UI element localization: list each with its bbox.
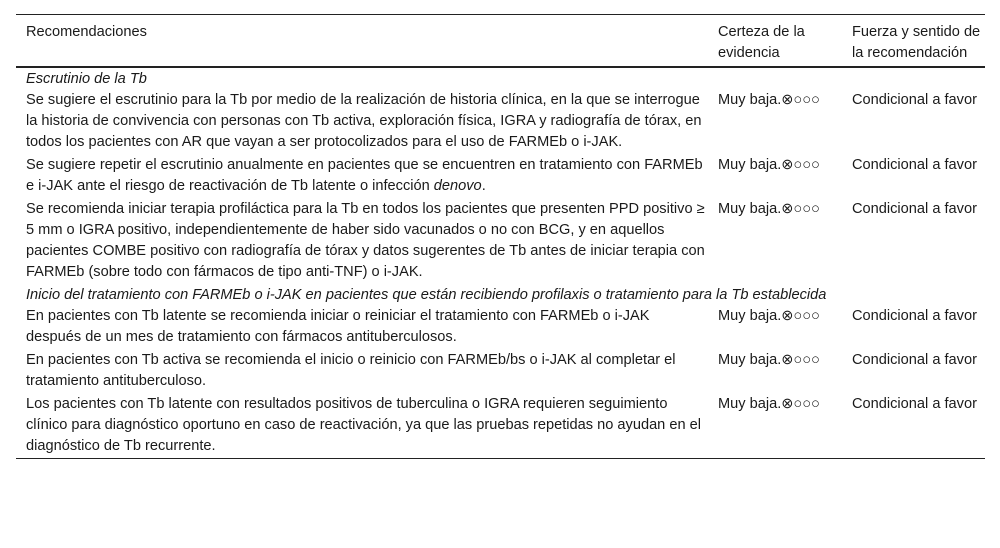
table-row [16,154,985,198]
header-recommendations: Recomendaciones [26,24,147,40]
certainty-value: Muy baja.⊗○○○ [718,201,820,217]
certainty-value: Muy baja.⊗○○○ [718,308,820,324]
strength-value: Condicional a favor [852,201,977,217]
recommendation-text: Los pacientes con Tb latente con resultados positivos de tuberculina o IGRA requieren seguimiento clínico para diagnóstico oportuno en caso de reactivación, ya que las pruebas repetidas no ayudan en el diagnóstico de Tb recurrente. [26,396,702,454]
recommendation-text: En pacientes con Tb latente se recomienda iniciar o reiniciar el tratamiento con FARMEb o i-JAK después de un mes de tratamiento con fármacos antituberculosos. [26,308,650,345]
table-row [16,306,985,349]
section-title: Inicio del tratamiento con FARMEb o i-JAK en pacientes que están recibiendo profilaxis o tratamiento para la Tb establecida [26,287,827,303]
recommendations-table [16,14,985,459]
header-strength: Fuerza y sentido de la recomendación [852,24,981,61]
table-row [16,198,985,284]
certainty-value: Muy baja.⊗○○○ [718,352,820,368]
recommendation-text-part: Se sugiere repetir el escrutinio anualmente en pacientes que se encuentren en tratamiento con FARMEb e i-JAK ante el riesgo de reactivación de Tb latente o infección [26,157,703,194]
table-header [16,15,985,68]
header-certainty: Certeza de la evidencia [718,24,805,61]
certainty-value: Muy baja.⊗○○○ [718,396,820,412]
strength-value: Condicional a favor [852,352,977,368]
table-row [16,90,985,154]
table-row [16,393,985,458]
strength-value: Condicional a favor [852,308,977,324]
section-title: Escrutinio de la Tb [26,71,147,87]
recommendation-text [16,155,718,197]
certainty-value: Muy baja.⊗○○○ [718,157,820,173]
certainty-value: Muy baja.⊗○○○ [718,92,820,108]
strength-value: Condicional a favor [852,396,977,412]
strength-value: Condicional a favor [852,92,977,108]
recommendation-text: Se recomienda iniciar terapia profiláctica para la Tb en todos los pacientes que presenten PPD positivo ≥ 5 mm o IGRA positivo, independientemente de haber sido vacunados o no con BCG, y en aquellos pacientes COMBE positivo con radiografía de tórax y datos sugerentes de Tb antes de iniciar terapia con FARMEb (sobre todo con fármacos de tipo anti-TNF) o i-JAK. [26,201,705,280]
recommendation-text-italic: denovo [433,178,482,194]
recommendation-text: En pacientes con Tb activa se recomienda el inicio o reinicio con FARMEb/bs o i-JAK al completar el tratamiento antituberculoso. [26,352,676,389]
strength-value: Condicional a favor [852,157,977,173]
table-row [16,349,985,393]
recommendation-text: Se sugiere el escrutinio para la Tb por medio de la realización de historia clínica, en la que se interrogue la historia de convivencia con personas con Tb activa, exploración física, IGRA y radiografía de tórax, en todos los pacientes con AR que vayan a ser protocolizados para el uso de FARMEb o i-JAK. [26,92,702,150]
recommendation-text-end: . [481,178,486,194]
